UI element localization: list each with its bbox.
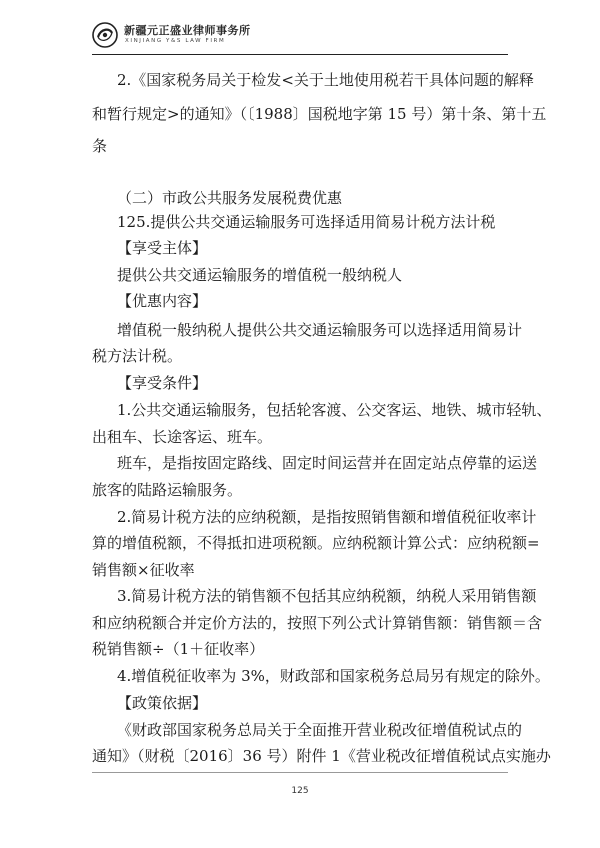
body-line: 条 <box>92 137 108 155</box>
body-line: 出租车、长途客运、班车。 <box>92 428 273 446</box>
body-line: 旅客的陆路运输服务。 <box>92 481 243 499</box>
field-label: 【享受主体】 <box>117 239 208 257</box>
section-heading: （二）市政公共服务发展税费优惠 <box>117 189 343 207</box>
body-line: 和应纳税额合并定价方法的，按照下列公式计算销售额：销售额＝含 <box>92 614 543 632</box>
body-line: 2.《国家税务局关于检发<关于土地使用税若干具体问题的解释 <box>117 71 534 89</box>
body-line: 算的增值税额，不得抵扣进项税额。应纳税额计算公式：应纳税额= <box>92 534 540 552</box>
firm-logo-icon <box>92 22 118 48</box>
header-divider <box>92 54 508 55</box>
page-number: 125 <box>291 786 309 796</box>
footer-divider <box>92 772 508 773</box>
body-line: 提供公共交通运输服务的增值税一般纳税人 <box>117 266 403 284</box>
body-line: 班车，是指按固定路线、固定时间运营并在固定站点停靠的运送 <box>117 454 538 472</box>
body-line: 1.公共交通运输服务，包括轮客渡、公交客运、地铁、城市轻轨、 <box>117 401 552 419</box>
body-line: 2.简易计税方法的应纳税额，是指按照销售额和增值税征收率计 <box>117 508 537 526</box>
body-line: 增值税一般纳税人提供公共交通运输服务可以选择适用简易计 <box>117 321 523 339</box>
field-label: 【享受条件】 <box>117 374 208 392</box>
field-label: 【优惠内容】 <box>117 292 208 310</box>
firm-name: 新疆元正盛业律师事务所 <box>124 24 251 37</box>
body-line: 3.简易计税方法的销售额不包括其应纳税额，纳税人采用销售额 <box>117 587 537 605</box>
item-title: 125.提供公共交通运输服务可选择适用简易计税方法计税 <box>117 213 496 231</box>
body-line: 销售额×征收率 <box>92 561 195 579</box>
body-line: 和暂行规定>的通知》（〔1988〕国税地字第 15 号）第十条、第十五 <box>92 105 547 123</box>
body-line: 《财政部国家税务总局关于全面推开营业税改征增值税试点的 <box>117 721 523 739</box>
body-line: 通知》（财税〔2016〕36 号）附件 1《营业税改征增值税试点实施办 <box>92 747 551 765</box>
body-line: 税方法计税。 <box>92 347 183 365</box>
field-label: 【政策依据】 <box>117 694 208 712</box>
firm-name-english: XINJIANG Y&S LAW FIRM <box>125 38 226 44</box>
body-line: 税销售额÷（1＋征收率） <box>92 640 265 658</box>
body-line: 4.增值税征收率为 3%，财政部和国家税务总局另有规定的除外。 <box>117 667 550 685</box>
page-header <box>92 18 512 52</box>
